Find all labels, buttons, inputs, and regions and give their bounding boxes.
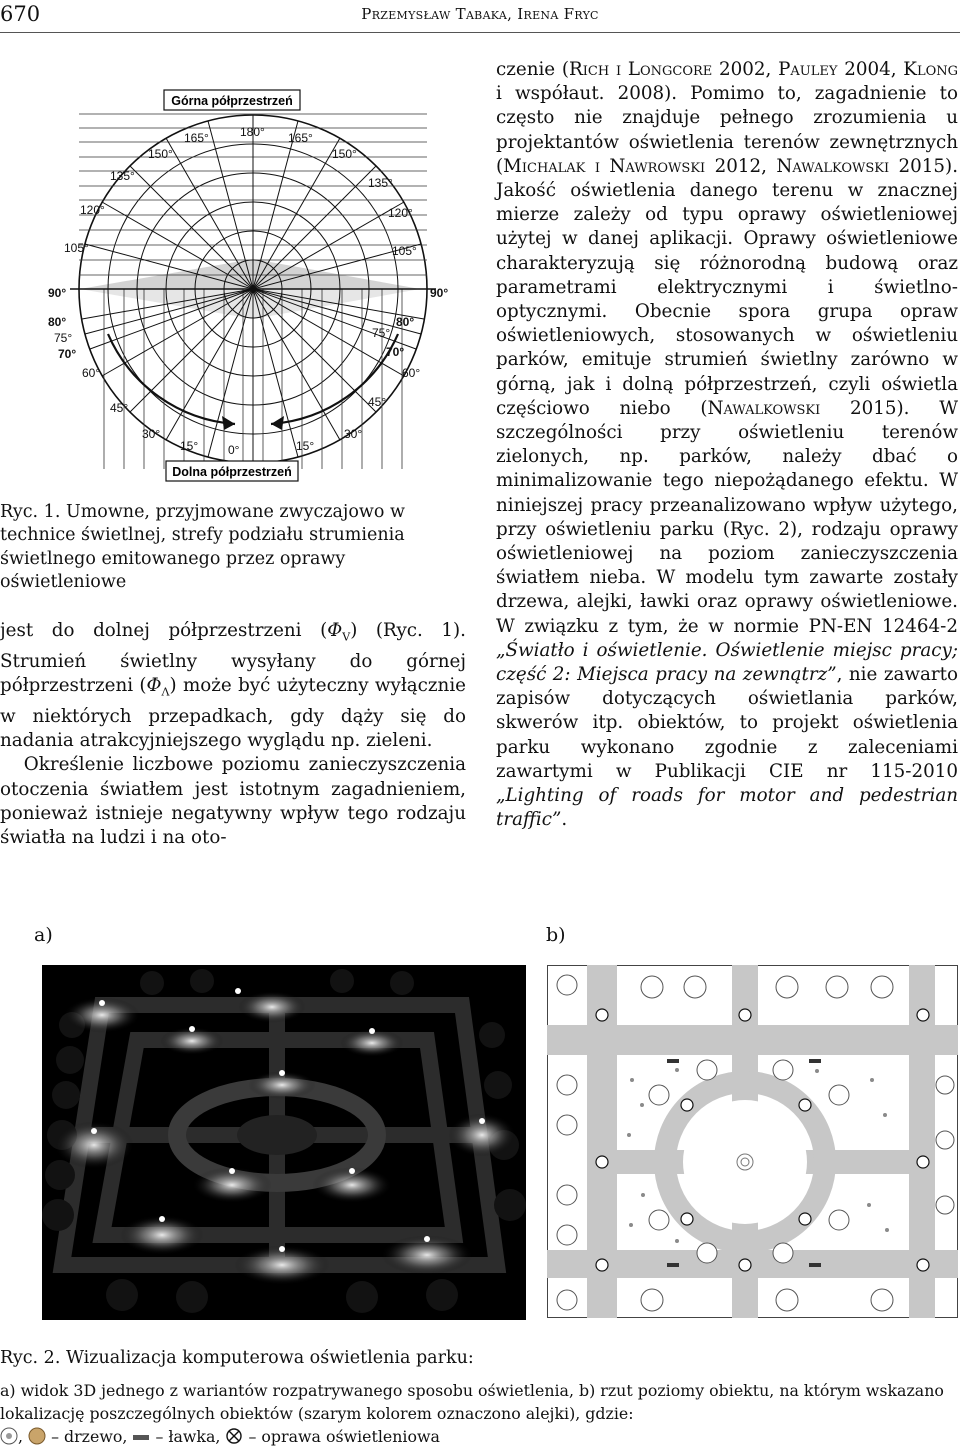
angle-label-45-left: 45° — [110, 401, 129, 415]
figure1-caption: Ryc. 1. Umowne, przyjmowane zwyczajowo w technice świetlnej, strefy podziału strumienia świetlnego emitowanego przez oprawy oświetleniowe — [0, 502, 405, 592]
angle-label-60-right: 60° — [402, 366, 421, 380]
figure1-polar-diagram — [40, 84, 460, 484]
angle-label-135-right: 135° — [368, 176, 393, 190]
bench-icon — [132, 1432, 150, 1442]
figure2-description: a) widok 3D jednego z wariantów rozpatrywanego sposobu oświetlenia, b) rzut poziomy obiektu, na którym wskazano lokalizację poszczególnych obiektów (szarym kolorem oznaczono alejki), gdzie: — [0, 1381, 944, 1423]
angle-label-165-right: 165° — [288, 131, 313, 145]
angle-label-60-left: 60° — [82, 366, 101, 380]
central-fountain — [237, 1115, 317, 1155]
tree-icon — [0, 1427, 18, 1445]
angle-label-45-right: 45° — [368, 395, 387, 409]
figure2-legend: , – drzewo, – ławka, – oprawa oświetleniowa — [0, 1426, 440, 1449]
left-column — [0, 619, 466, 850]
angle-label-75-right: 75° — [372, 326, 391, 340]
angle-label-70-right: 70° — [386, 345, 405, 359]
citation: Nawalkowski — [707, 397, 821, 419]
figure2-label-b: b) — [546, 924, 566, 946]
figure2-label-a: a) — [34, 924, 53, 946]
norm-title: „Światło i oświetlenie. Oświetlenie miejsc pracy; część 2: Miejsca pracy na zewnątrz” — [496, 639, 958, 686]
upper-half-label: Górna półprzestrzeń — [171, 94, 293, 108]
angle-label-105-right: 105° — [392, 244, 417, 258]
figure2a-3d-render — [42, 965, 526, 1320]
left-paragraph-2: Określenie liczbowe poziomu zanieczyszczenia otoczenia światłem jest istotnym zagadnieniem, ponieważ istnieje negatywny wpływ tego rodzaju światła na ludzi i na oto- — [0, 754, 466, 848]
angle-label-30-right: 30° — [344, 427, 363, 441]
arrowhead-left — [222, 416, 235, 430]
angle-label-15-left: 15° — [180, 439, 199, 453]
figure2-caption: Ryc. 2. Wizualizacja komputerowa oświetlenia parku: — [0, 1348, 474, 1368]
angle-label-80-right: 80° — [396, 315, 415, 329]
header-rule — [0, 32, 960, 33]
angle-label-80-left: 80° — [48, 315, 67, 329]
tree-icon — [28, 1427, 46, 1445]
angle-label-135-left: 135° — [110, 169, 135, 183]
angle-label-0: 0° — [228, 443, 240, 457]
citation: Nawalkowski — [776, 155, 890, 177]
angle-label-15-right: 15° — [296, 439, 315, 453]
lower-half-label: Dolna półprzestrzeń — [172, 465, 292, 479]
left-paragraph-1: jest do dolnej półprzestrzeni $(\Phi_V)$ (Ryc. 1). Strumień świetlny wysyłany do górnej półprzestrzeni $(\Phi_\Lambda)$ może być użyteczny wyłącznie w niektórych przepadkach, gdy dąży się do nadania atrakcyjniejszego wyglądu np. zieleni. — [0, 620, 466, 752]
cie-publication-title: „Lighting of roads for motor and pedestrian traffic” — [496, 785, 958, 831]
running-header-authors: Przemysław Tabaka, Irena Fryc — [361, 5, 599, 23]
angle-label-70-left: 70° — [58, 347, 77, 361]
page-number: 670 — [0, 2, 41, 26]
central-lawn — [683, 1100, 807, 1224]
angle-label-180: 180° — [240, 125, 265, 139]
figure2b-plan-view — [547, 965, 958, 1318]
angle-label-75-left: 75° — [54, 331, 73, 345]
right-column — [496, 58, 958, 833]
arrowhead-right — [271, 416, 284, 430]
angle-label-120-right: 120° — [388, 206, 413, 220]
angle-label-165-left: 165° — [184, 131, 209, 145]
angle-label-90-left: 90° — [48, 286, 67, 300]
angle-label-30-left: 30° — [142, 427, 161, 441]
angle-label-150-right: 150° — [332, 147, 357, 161]
citation: Klong — [903, 59, 958, 80]
citation: Rich i Longcore — [569, 59, 713, 80]
lamp-icon — [225, 1427, 243, 1445]
angle-label-150-left: 150° — [148, 147, 173, 161]
angle-label-90-right: 90° — [430, 286, 449, 300]
angle-label-120-left: 120° — [80, 203, 105, 217]
angle-label-105-left: 105° — [64, 241, 89, 255]
citation: Michalak i Nawrowski — [503, 155, 706, 177]
citation: Pauley — [778, 59, 838, 80]
right-paragraph: czenie (Rich i Longcore 2002, Pauley 2004, Klong i współaut. 2008). Pomimo to, zagadnienie to często nie znajduje pełnego zrozumienia u projektantów oświetlenia terenów zewnętrznych (Michalak i Nawrowski 2012, Nawalkowski 2015). Jakość oświetlenia danego terenu w znacznej mierze zależy od typu oprawy oświetleniowej użytej w danej aplikacji. Oprawy oświetleniowe charakteryzują się różnorodną budową oraz parametrami elektrycznymi i świetlno-optycznymi. Obecnie spora grupa opraw oświetleniowych, stosowanych w oświetleniu parków, emituje strumień świetlny zarówno w górną, jak i dolną półprzestrzeń, czyli oświetla częściowo niebo (Nawalkowski 2015). W szczególności przy oświetleniu terenów zielonych, np. parków, należy dbać o minimalizowanie tego niepożądanego efektu. W niniejszej pracy przeanalizowano wpływ użytego, przy oświetleniu parku (Ryc. 2), rodzaju oprawy oświetleniowej na poziom zanieczyszczenia światłem nieba. W modelu tym zawarte zostały drzewa, alejki, ławki oraz oprawy oświetleniowe. W związku z tym, że w normie PN-EN 12464-2 „Światło i oświetlenie. Oświetlenie miejsc pracy; część 2: Miejsca pracy na zewnątrz”, nie zawarto zapisów dotyczących oświetlania parków, skwerów itp. obiektów, to projekt oświetlenia parku wykonano zgodnie z zaleceniami zawartymi w Publikacji CIE nr 115-2010 „Lighting of roads for motor and pedestrian traffic”. — [496, 59, 959, 831]
